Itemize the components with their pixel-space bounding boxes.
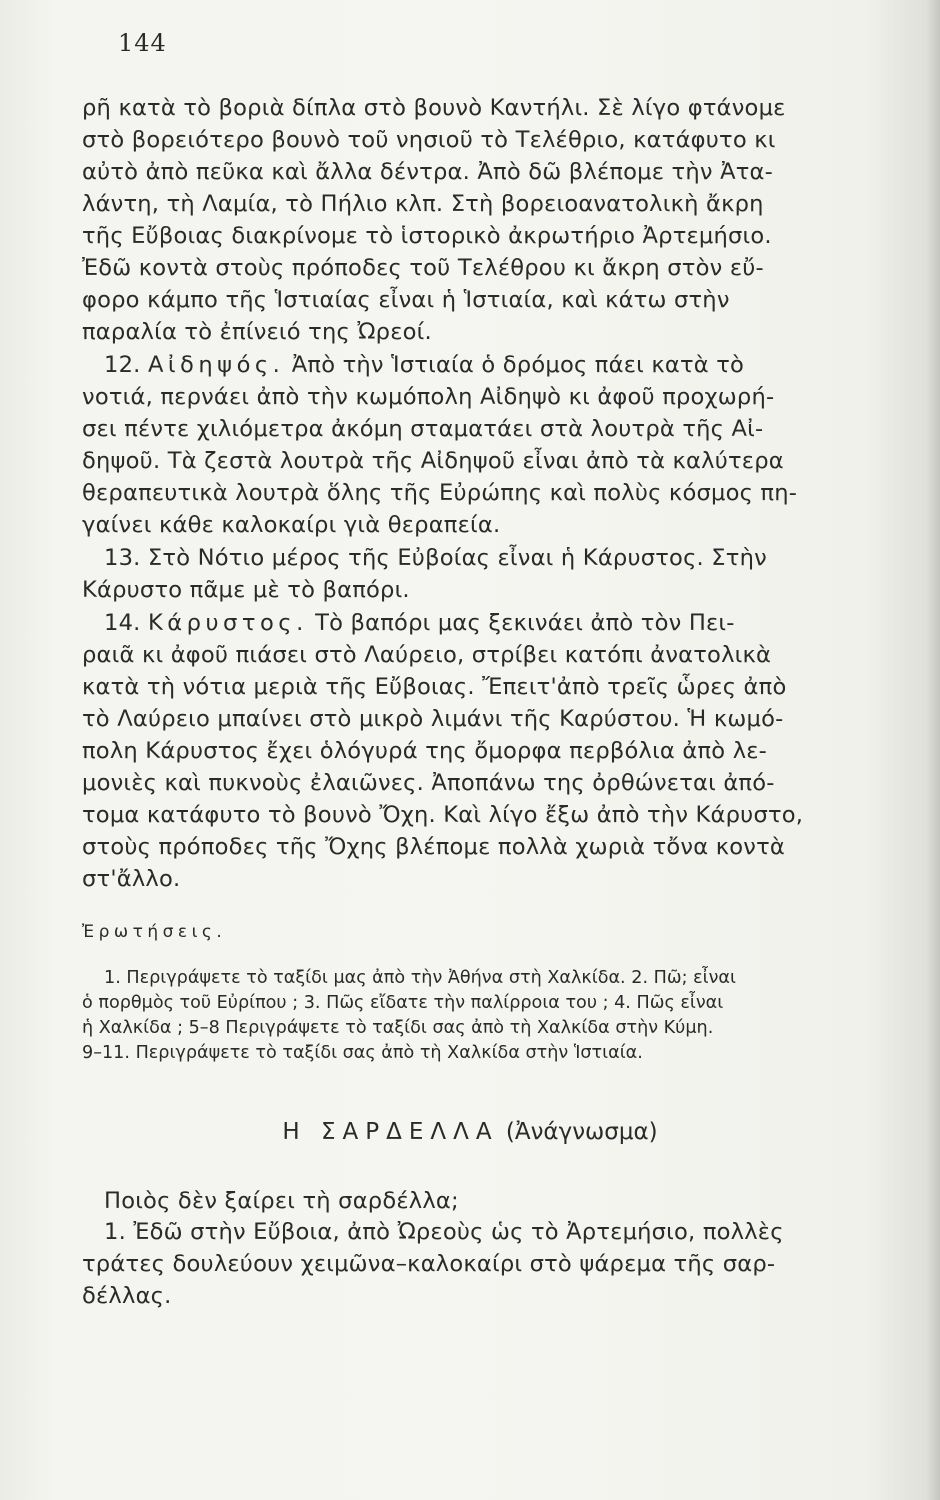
reading-subtitle: (Ἀνάγνωσμα) (505, 1119, 658, 1145)
question-line: ἡ Χαλκίδα ; 5–8 Περιγράψετε τὸ ταξίδι σας ἀπὸ τὴ Χαλκίδα στὴν Κύμη. (82, 1018, 714, 1038)
text-line: ραιᾶ κι ἀφοῦ πιάσει στὸ Λαύρειο, στρίβει κατόπι ἀνατολικὰ (82, 642, 772, 668)
text-line: στοὺς πρόποδες τῆς Ὄχης βλέπομε πολλὰ χωριὰ τὄνα κοντὰ (82, 834, 785, 860)
text-line: 1. Ἐδῶ στὴν Εὔβοια, ἀπὸ Ὠρεοὺς ὡς τὸ Ἀρτεμήσιο, πολλὲς (104, 1219, 784, 1245)
section-14-number: 14. (104, 610, 141, 636)
section-14-first-line (104, 607, 932, 639)
reading-intro: Ποιὸς δὲν ξαίρει τὴ σαρδέλλα; (104, 1188, 459, 1214)
text-line: λάντη, τὴ Λαμία, τὸ Πήλιο κλπ. Στὴ βορειοανατολικὴ ἄκρη (82, 191, 764, 217)
text-line: Ἐδῶ κοντὰ στοὺς πρόποδες τοῦ Τελέθρου κι ἄκρη στὸν εὔ- (82, 255, 764, 281)
text-line: θεραπευτικὰ λουτρὰ ὅλης τῆς Εὐρώπης καὶ πολὺς κόσμος πη- (82, 480, 798, 506)
text-line: πολη Κάρυστος ἔχει ὁλόγυρά της ὄμορφα περβόλια ἀπὸ λε- (82, 738, 768, 764)
text-line: στ'ἄλλο. (82, 866, 181, 892)
section-12-first-line (104, 349, 932, 381)
text-line: τράτες δουλεύουν χειμῶνα–καλοκαίρι στὸ ψάρεμα τῆς σαρ- (82, 1251, 776, 1277)
text-line: δηψοῦ. Τὰ ζεστὰ λουτρὰ τῆς Αἰδηψοῦ εἶναι ἀπὸ τὰ καλύτερα (82, 448, 784, 474)
text-line: δέλλας. (82, 1283, 172, 1309)
section-13-first-line: 13. Στὸ Νότιο μέρος τῆς Εὐβοίας εἶναι ἡ Κάρυστος. Στὴν (104, 545, 767, 571)
reading-title (0, 1117, 940, 1147)
question-line: 1. Περιγράψετε τὸ ταξίδι μας ἀπὸ τὴν Ἀθήνα στὴ Χαλκίδα. 2. Πῶ; εἶναι (104, 968, 736, 988)
section-14-heading: Κάρυστος. (147, 610, 308, 636)
section-14-text: Τὸ βαπόρι μας ξεκινάει ἀπὸ τὸν Πει- (315, 610, 735, 636)
text-line: αὐτὸ ἀπὸ πεῦκα καὶ ἄλλα δέντρα. Ἀπὸ δῶ βλέπομε τὴν Ἀτα- (82, 159, 773, 185)
text-line: νοτιά, περνάει ἀπὸ τὴν κωμόπολη Αἰδηψὸ κι ἀφοῦ προχωρή- (82, 384, 775, 410)
text-line: στὸ βορειότερο βουνὸ τοῦ νησιοῦ τὸ Τελέθριο, κατάφυτο κι (82, 127, 776, 153)
question-line: ὁ πορθμὸς τοῦ Εὐρίπου ; 3. Πῶς εἴδατε τὴν παλίρροια του ; 4. Πῶς εἶναι (82, 993, 724, 1013)
section-12-heading: Αἰδηψός. (147, 352, 285, 378)
section-12-number: 12. (104, 352, 141, 378)
text-line: γαίνει κάθε καλοκαίρι γιὰ θεραπεία. (82, 512, 501, 538)
questions-heading: Ἐρωτήσεις. (82, 922, 227, 942)
reading-title-text: Η ΣΑΡΔΕΛΛΑ (282, 1119, 499, 1145)
question-line: 9–11. Περιγράψετε τὸ ταξίδι σας ἀπὸ τὴ Χαλκίδα στὴν Ἱστιαία. (82, 1043, 643, 1063)
page-number: 144 (118, 29, 167, 57)
text-line: ρῆ κατὰ τὸ βοριὰ δίπλα στὸ βουνὸ Καντήλι. Σὲ λίγο φτάνομε (82, 95, 786, 121)
text-line: μονιὲς καὶ πυκνοὺς ἐλαιῶνες. Ἀποπάνω της ὀρθώνεται ἀπό- (82, 770, 775, 796)
section-12-text: Ἀπὸ τὴν Ἱστιαία ὁ δρόμος πάει κατὰ τὸ (291, 352, 745, 378)
text-line: σει πέντε χιλιόμετρα ἀκόμη σταματάει στὰ λουτρὰ τῆς Αἰ- (82, 416, 764, 442)
text-line: φορο κάμπο τῆς Ἱστιαίας εἶναι ἡ Ἱστιαία, καὶ κάτω στὴν (82, 287, 730, 313)
text-line: τομα κατάφυτο τὸ βουνὸ Ὄχη. Καὶ λίγο ἔξω ἀπὸ τὴν Κάρυστο, (82, 802, 804, 828)
text-line: κατὰ τὴ νότια μεριὰ τῆς Εὔβοιας. Ἔπειτ'ἀπὸ τρεῖς ὧρες ἀπὸ (82, 674, 787, 700)
text-line: τὸ Λαύρειο μπαίνει στὸ μικρὸ λιμάνι τῆς Καρύστου. Ἡ κωμό- (82, 706, 784, 732)
text-line: τῆς Εὔβοιας διακρίνομε τὸ ἱστορικὸ ἀκρωτήριο Ἀρτεμήσιο. (82, 223, 772, 249)
text-line: Κάρυστο πᾶμε μὲ τὸ βαπόρι. (82, 577, 410, 603)
text-line: παραλία τὸ ἐπίνειό της Ὠρεοί. (82, 319, 432, 345)
